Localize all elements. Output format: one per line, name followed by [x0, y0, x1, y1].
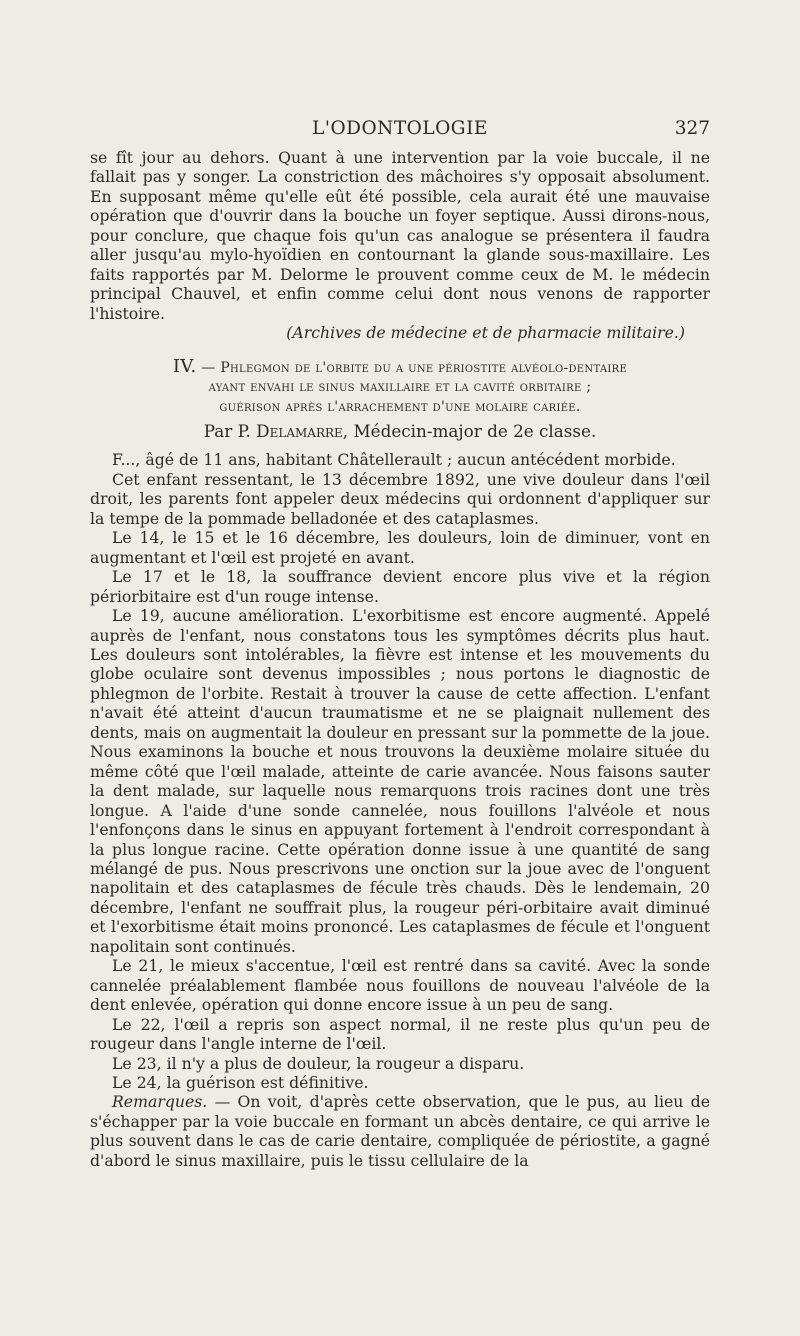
remarks-label: Remarques. [112, 1092, 208, 1112]
running-header [90, 118, 710, 140]
paragraph: Le 19, aucune amélioration. L'exorbitisme est encore augmenté. Appelé auprès de l'enfant, nous constatons tous les symptômes décrits plus haut. Les douleurs sont intolérables, la fièvre est intense et les mouvements du globe oculaire sont devenus impossibles ; nous portons le diagnostic de phlegmon de l'orbite. Restait à trouver la cause de cette affection. L'enfant n'avait été atteint d'aucun traumatisme et ne se plaignait nullement des dents, mais on augmentait la douleur en pressant sur la pommette de la joue. Nous examinons la bouche et nous trouvons la deuxième molaire située du même côté que l'œil malade, atteinte de carie avancée. Nous faisons sauter la dent malade, sur laquelle nous remarquons trois racines dont une très longue. A l'aide d'une sonde cannelée, nous fouillons l'alvéole et nous l'enfonçons dans le sinus en appuyant fortement à l'endroit correspondant à la plus longue racine. Cette opération donne issue à une quantité de sang mélangé de pus. Nous prescrivons une onction sur la joue avec de l'onguent napolitain et des cataplasmes de fécule très chauds. Dès le lendemain, 20 décembre, l'enfant ne souffrait plus, la rougeur péri-orbitaire avait diminué et l'exorbitisme était moins prononcé. Les cataplasmes de fécule et l'onguent napolitain sont continués. [90, 606, 710, 956]
paragraph: Le 21, le mieux s'accentue, l'œil est rentré dans sa cavité. Avec la sonde cannelée préalablement flambée nous fouillons de nouveau l'alvéole de la dent enlevée, opération qui donne encore issue à un peu de sang. [90, 956, 710, 1015]
remarks-text: — On voit, d'après cette observation, que le pus, au lieu de s'échapper par la voie buccale en formant un abcès dentaire, ce qui arrive le plus souvent dans le cas de carie dentaire, compliquée de périostite, a gagné d'abord le sinus maxillaire, puis le tissu cellulaire de la [90, 1092, 710, 1170]
paragraph: Cet enfant ressentant, le 13 décembre 1892, une vive douleur dans l'œil droit, les parents font appeler deux médecins qui ordonnent d'appliquer sur la tempe de la pommade belladonée et des cataplasmes. [90, 469, 710, 528]
paragraph: Le 17 et le 18, la souffrance devient encore plus vive et la région périorbitaire est d'un rouge intense. [90, 567, 710, 606]
paragraph: Le 22, l'œil a repris son aspect normal, il ne reste plus qu'un peu de rougeur dans l'angle interne de l'œil. [90, 1014, 710, 1054]
article-title-line-2: ayant envahi le sinus maxillaire et la cavité orbitaire ; [208, 379, 592, 396]
article-title-line-3: guérison après l'arrachement d'une molaire cariée. [219, 398, 581, 415]
author-name: Delamarre [256, 421, 343, 442]
journal-title: L'ODONTOLOGIE [312, 118, 488, 139]
remarks-paragraph [90, 1092, 710, 1170]
source-citation: (Archives de médecine et de pharmacie militaire.) [286, 323, 685, 343]
article-number: IV. [172, 355, 197, 377]
page-number: 327 [674, 118, 710, 139]
paragraph: F..., âgé de 11 ans, habitant Châtellerault ; aucun antécédent morbide. [112, 450, 676, 470]
paragraph: Le 23, il n'y a plus de douleur, la rougeur a disparu. [112, 1053, 525, 1073]
article-author: Par P. Delamarre, Médecin-major de 2e classe. [203, 421, 597, 442]
paragraph: Le 14, le 15 et le 16 décembre, les douleurs, loin de diminuer, vont en augmentant et l'œil est projeté en avant. [90, 528, 710, 567]
intro-paragraph: se fît jour au dehors. Quant à une intervention par la voie buccale, il ne fallait pas y songer. La constriction des mâchoires s'y opposait absolument. En supposant même qu'elle eût été possible, cela aurait été une mauvaise opération que d'ouvrir dans la bouche un foyer septique. Aussi dirons-nous, pour conclure, que chaque fois qu'un cas analogue se présentera il faudra aller jusqu'au mylo-hyoïdien en contournant la glande sous-maxillaire. Les faits rapportés par M. Delorme le prouvent comme ceux de M. le médecin principal Chauvel, et enfin comme celui dont nous venons de rapporter l'histoire. [90, 148, 710, 323]
paragraph: Le 24, la guérison est définitive. [112, 1072, 369, 1092]
article-heading [90, 357, 710, 418]
article-title-line-1: IV. — Phlegmon de l'orbite du a une périostite alvéolo-dentaire [172, 355, 628, 377]
page-body [90, 148, 710, 1170]
